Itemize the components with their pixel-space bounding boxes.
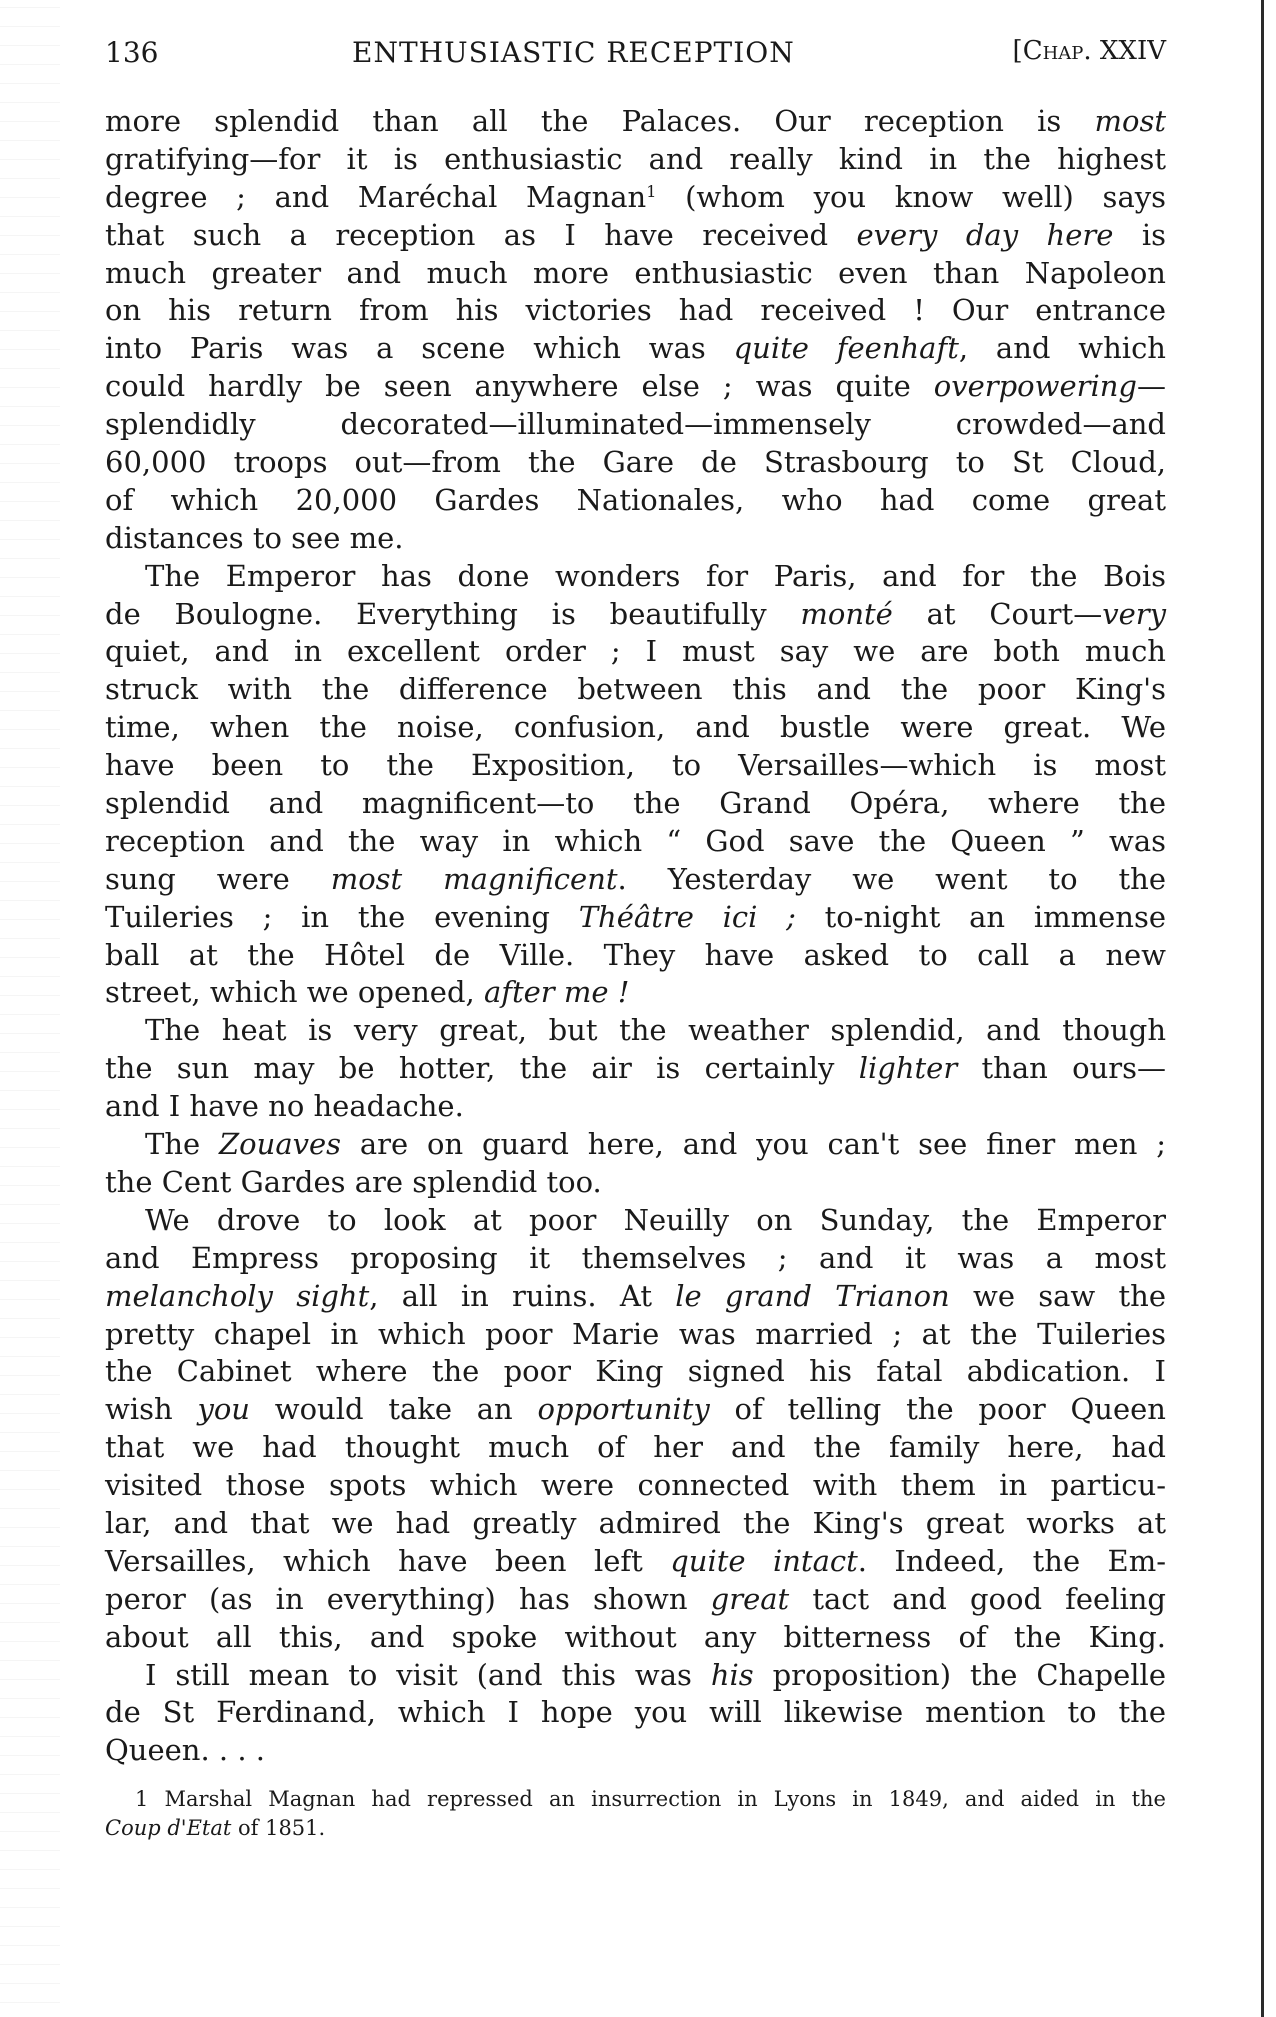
text-segment: much greater and much more enthusiastic even than Napoleon [105,255,1166,290]
text-line [105,1202,1166,1240]
text-segment: . Yesterday we went to the [617,861,1166,896]
italic-segment: melancholy sight [105,1278,370,1313]
scan-edge-noise [0,0,60,2017]
text-segment: and I have no headache. [105,1089,464,1124]
italic-segment: most [1094,104,1166,138]
text-segment: the Cabinet where the poor King signed his fatal abdication. I [105,1354,1166,1389]
paragraph [105,1126,1166,1202]
text-line [105,179,1166,217]
text-line [105,368,1166,406]
text-line [105,1278,1166,1316]
body-text [105,103,1166,1770]
footnote-italic: Coup d'Etat [105,1816,232,1840]
paragraph [105,558,1166,1013]
text-line [105,1581,1166,1619]
italic-segment: quite feenhaft [733,331,959,366]
text-segment: more splendid than all the Palaces. Our reception is [105,104,1095,138]
italic-segment: monté [800,596,893,631]
text-line [105,1164,1166,1202]
text-line [105,558,1166,596]
paragraph [105,103,1166,558]
text-line [105,747,1166,785]
text-line [105,1391,1166,1429]
text-segment: Versailles, which have been left [105,1543,671,1578]
text-segment: lar, and that we had greatly admired the King's great works at [105,1505,1166,1540]
text-line [105,1050,1166,1088]
text-segment: proposition) the Chapelle [753,1657,1166,1692]
text-segment: The Emperor has done wonders for Paris, and for the Bois [145,558,1166,593]
text-segment: I still mean to visit (and this was [145,1657,711,1692]
text-segment: The [145,1127,220,1162]
text-line [105,444,1166,482]
text-segment: reception and the way in which “ God save the Queen ” was [105,823,1166,858]
text-line [105,709,1166,747]
text-line [105,1619,1166,1657]
text-line [105,1657,1166,1695]
text-segment: are on guard here, and you can't see finer men ; [341,1127,1167,1162]
text-line [105,217,1166,255]
text-segment: distances to see me. [105,520,404,555]
text-line [105,861,1166,899]
text-segment: street, which we opened, [105,975,484,1010]
text-segment: that such a reception as I have received [105,217,857,252]
text-line [105,255,1166,293]
text-segment: and Empress proposing it themselves ; and it was a most [105,1240,1166,1275]
text-segment: have been to the Exposition, to Versailles—which is most [105,748,1166,783]
text-line [105,103,1166,141]
footnote-line [105,1785,1166,1814]
text-segment: de St Ferdinand, which I hope you will likewise mention to the [105,1695,1166,1730]
text-line [105,899,1166,937]
text-line [105,141,1166,179]
italic-segment: lighter [858,1051,958,1086]
running-header [105,36,1166,76]
running-title: ENTHUSIASTIC RECEPTION [352,36,795,69]
italic-segment: very [1102,596,1166,631]
footnote-text: Marshal Magnan had repressed an insurrection in Lyons in 1849, and aided in the [164,1787,1166,1811]
text-segment: Tuileries ; in the evening [105,899,579,934]
text-segment: . Indeed, the Em- [857,1543,1167,1578]
text-segment: visited those spots which were connected with them in particu- [105,1468,1166,1503]
chapter-label: [Chap. XXIV [1012,36,1166,66]
italic-segment: after me ! [483,975,630,1010]
text-line [105,482,1166,520]
italic-segment: overpowering [933,369,1137,404]
text-segment: We drove to look at poor Neuilly on Sunday, the Emperor [145,1202,1166,1237]
footnote-ref: 1 [646,181,657,201]
italic-segment: great [710,1581,790,1616]
text-line [105,1467,1166,1505]
text-segment: , and which [958,331,1166,366]
italic-segment: le grand Trianon [675,1278,950,1313]
text-segment: de Boulogne. Everything is beautifully [105,596,801,631]
paragraph [105,1012,1166,1126]
text-segment: 60,000 troops out—from the Gare de Strasbourg to St Cloud, [105,445,1166,480]
text-segment: time, when the noise, confusion, and bustle were great. We [105,710,1166,745]
text-line [105,1088,1166,1126]
footnote [105,1785,1166,1843]
italic-segment: opportunity [537,1392,710,1427]
text-segment: wish [105,1392,198,1427]
text-segment: the sun may be hotter, the air is certainly [105,1051,859,1086]
text-segment: struck with the difference between this and the poor King's [105,672,1166,707]
text-line [105,1353,1166,1391]
text-segment: (whom you know well) says [656,179,1166,214]
text-line [105,596,1166,634]
text-segment: on his return from his victories had received ! Our entrance [105,293,1166,328]
text-segment: the Cent Gardes are splendid too. [105,1164,602,1199]
italic-segment: Zouaves [219,1127,342,1162]
text-segment: of telling the poor Queen [709,1392,1166,1427]
text-line [105,1543,1166,1581]
text-segment: to-night an immense [795,899,1166,934]
text-line [105,406,1166,444]
page-edge-rule [1261,0,1264,2017]
text-line [105,1505,1166,1543]
italic-segment: most magnificent [330,861,618,896]
text-segment: splendidly decorated—illuminated—immensely crowded—and [105,407,1166,442]
text-segment: that we had thought much of her and the family here, had [105,1430,1166,1465]
text-line [105,785,1166,823]
text-segment: , all in ruins. At [369,1278,676,1313]
text-segment: could hardly be seen anywhere else ; was quite [105,369,934,404]
italic-segment: every day here [856,217,1114,252]
text-segment: pretty chapel in which poor Marie was married ; at the Tuileries [105,1316,1166,1351]
italic-segment: Théâtre ici ; [578,899,796,934]
text-line [105,330,1166,368]
text-segment: we saw the [949,1278,1166,1313]
text-line [105,823,1166,861]
text-line [105,1316,1166,1354]
text-segment: at Court— [892,596,1103,631]
text-segment: is [1113,217,1166,252]
text-line [105,937,1166,975]
text-segment: into Paris was a scene which was [105,331,734,366]
paragraph [105,1657,1166,1771]
text-segment: peror (as in everything) has shown [105,1581,711,1616]
italic-segment: quite intact [670,1543,858,1578]
text-line [105,520,1166,558]
text-segment: The heat is very great, but the weather splendid, and though [145,1013,1166,1048]
text-segment: — [1137,369,1166,404]
footnote-text: of 1851. [231,1816,326,1840]
text-segment: Queen. . . . [105,1733,265,1768]
text-segment: splendid and magnificent—to the Grand Opéra, where the [105,786,1166,821]
text-segment: gratifying—for it is enthusiastic and really kind in the highest [105,141,1166,176]
footnote-marker: 1 [135,1787,149,1811]
text-line [105,1240,1166,1278]
text-line [105,974,1166,1012]
text-segment: ball at the Hôtel de Ville. They have asked to call a new [105,937,1166,972]
italic-segment: you [197,1392,250,1427]
text-segment: sung were [105,861,331,896]
text-line [105,1732,1166,1770]
footnote-line [105,1814,1166,1843]
text-line [105,1694,1166,1732]
text-segment: of which 20,000 Gardes Nationales, who had come great [105,482,1166,517]
text-segment: quiet, and in excellent order ; I must say we are both much [105,634,1166,669]
text-segment: about all this, and spoke without any bitterness of the King. [105,1619,1166,1654]
text-segment: tact and good feeling [789,1581,1166,1616]
text-segment: degree ; and Maréchal Magnan [105,179,647,214]
page-number: 136 [105,36,159,69]
text-segment: would take an [249,1392,538,1427]
text-line [105,1012,1166,1050]
italic-segment: his [710,1657,754,1692]
text-line [105,1429,1166,1467]
paragraph [105,1202,1166,1657]
text-line [105,292,1166,330]
text-line [105,633,1166,671]
text-line [105,671,1166,709]
text-segment: than ours— [957,1051,1166,1086]
text-line [105,1126,1166,1164]
